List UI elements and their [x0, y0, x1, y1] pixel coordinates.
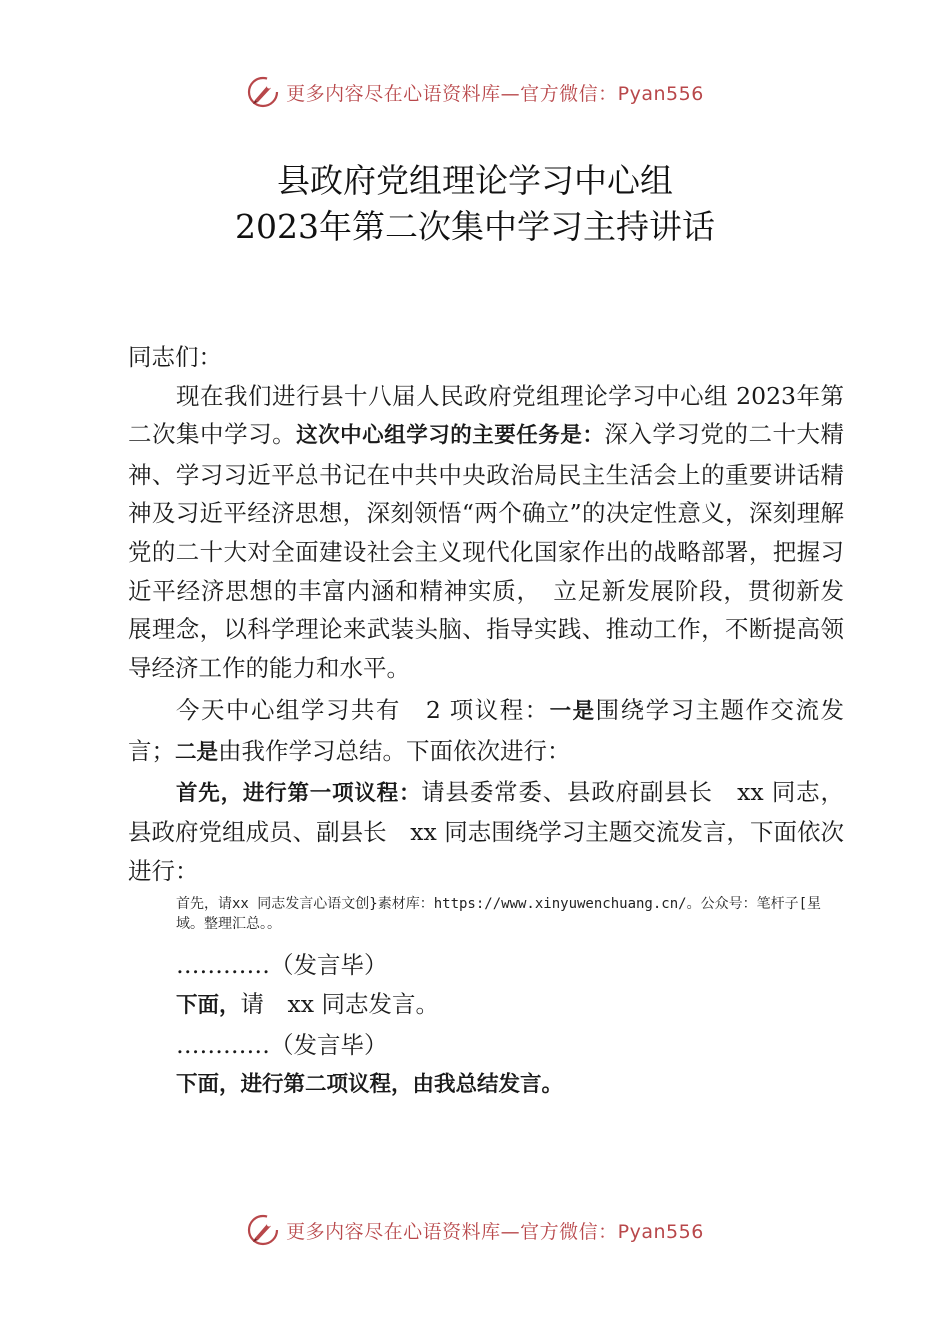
paragraph-agenda: [128, 691, 844, 772]
paragraph-text: 请县委常委、县政府副县长 xx 同志，县政府党组成员、副县长 xx 同志围绕学习主题交流发言，下面依次进行：: [128, 777, 844, 885]
footer-banner: [0, 1210, 950, 1250]
title-line-1: 县政府党组理论学习中心组: [277, 161, 673, 200]
pen-nib-circle-icon: [246, 75, 280, 109]
salutation: 同志们：: [128, 343, 222, 371]
paragraph-text: 请 xx 同志发言。: [240, 989, 439, 1018]
banner-text: 更多内容尽在心语资料库—官方微信：Pyan556: [286, 1220, 704, 1243]
paragraph-tasks: [128, 377, 844, 688]
paragraph-text: 围绕学习主题作交流发言；: [128, 696, 844, 765]
speech-end-marker: …………（发言毕）: [176, 1030, 388, 1059]
bold-phrase: 首先，进行第一项议程：: [176, 780, 422, 806]
paragraph-first-item: [128, 773, 844, 891]
bold-phrase: 这次中心组学习的主要任务是：: [296, 423, 605, 449]
bold-phrase: 一是: [549, 699, 596, 725]
paragraph-second-item: [128, 1064, 844, 1105]
banner-text: 更多内容尽在心语资料库—官方微信：Pyan556: [286, 82, 704, 105]
speech-end-marker: …………（发言毕）: [176, 951, 388, 980]
document-body: [128, 338, 844, 1105]
paragraph-text: 由我作学习总结。下面依次进行：: [218, 736, 571, 765]
paragraph-next-speaker: [128, 985, 844, 1026]
pen-nib-circle-icon: [246, 1213, 280, 1247]
paragraph-text: 今天中心组学习共有 2 项议程：: [176, 696, 550, 725]
paragraph-text: 现在我们进行县十八届人民政府党组理论学习中心组 2023年第二次集中学习。: [128, 381, 844, 449]
header-banner: [0, 72, 950, 112]
bold-phrase: 下面，进行第二项议程，由我总结发言。: [176, 1072, 564, 1098]
paragraph-text: 深入学习党的二十大精神、学习习近平总书记在中共中央政治局民主生活会上的重要讲话精神及习近平经济思想，深刻领悟“两个确立”的决定性意义，深刻理解党的二十大对全面建设社会主义现代化国家作出的战略部署，把握习近平经济思想的丰富内涵和精神实质， 立足新发展阶段，贯彻新发展理念，以科学理论来武装头脑、指导实践、推动工作，不断提高领导经济工作的能力和水平。: [128, 420, 845, 682]
title-line-2: 2023年第二次集中学习主持讲话: [235, 207, 715, 246]
source-note: 首先，请xx 同志发言心语文创}素材库：https://www.xinyuwenchuang.cn/。公众号：笔杆子[星域。整理汇总。。: [176, 896, 822, 933]
bold-phrase: 下面，: [176, 992, 241, 1018]
bold-phrase: 二是: [175, 739, 219, 765]
